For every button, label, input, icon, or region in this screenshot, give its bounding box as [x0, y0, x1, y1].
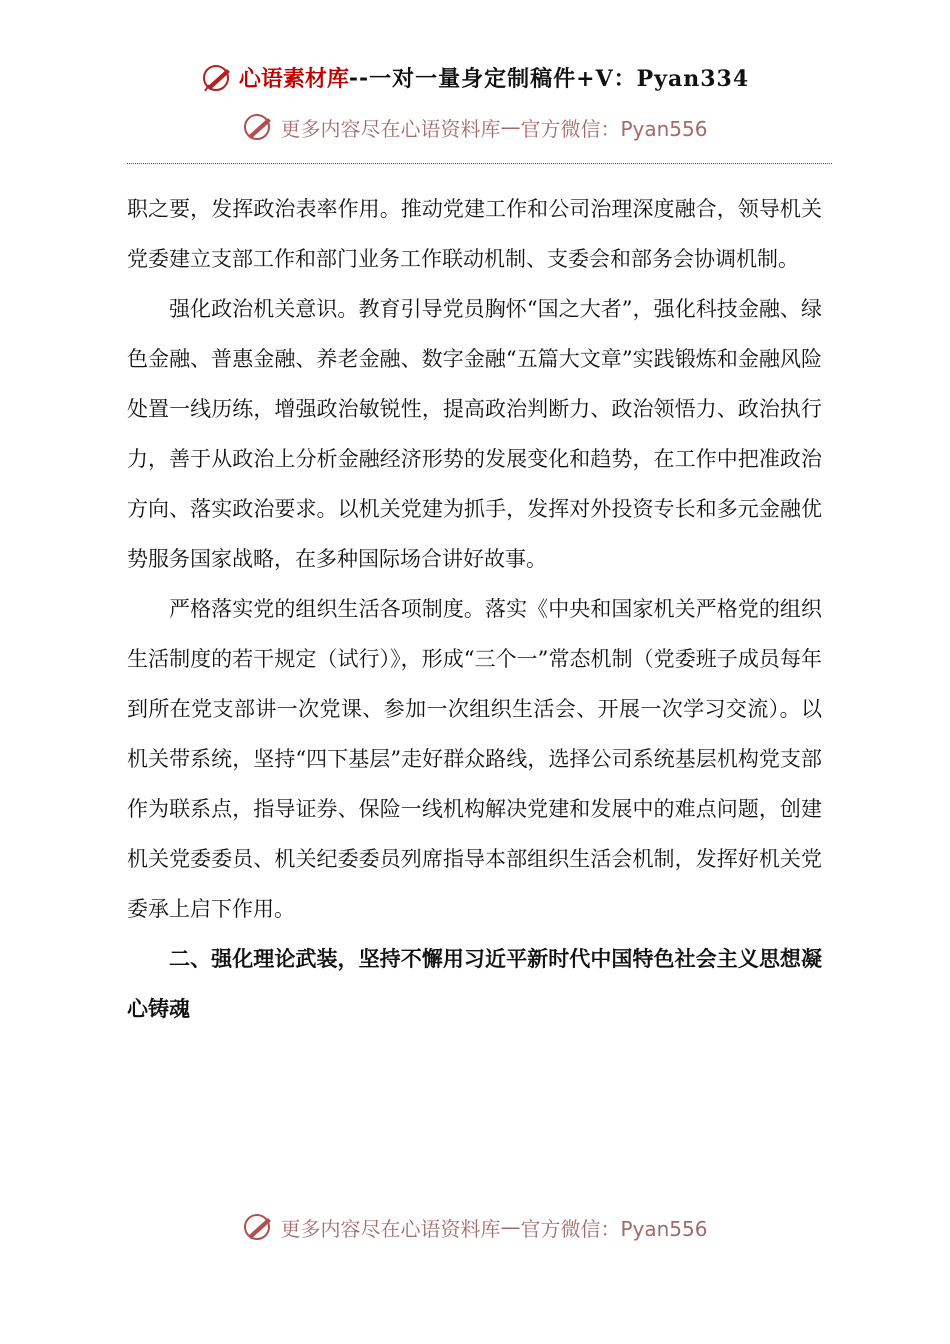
header-contact: +V：Pyan334 [576, 66, 750, 92]
footer-watermark-text: 更多内容尽在心语资料库 [280, 1216, 501, 1241]
watermark-official: 官方微信：Pyan556 [520, 116, 708, 141]
paragraph-1: 职之要，发挥政治表率作用。推动党建工作和公司治理深度融合，领导机关党委建立支部工作和部门业务工作联动机制、支委会和部务会协调机制。 [127, 197, 822, 271]
top-watermark [0, 112, 950, 142]
page-header [0, 62, 950, 93]
footer-watermark-dash: — [500, 1215, 521, 1239]
bottom-watermark [0, 1212, 950, 1242]
document-body [127, 184, 822, 1034]
watermark-dash: — [500, 115, 521, 139]
header-tagline: 一对一量身定制稿件 [369, 66, 577, 92]
section-heading: 二、强化理论武装，坚持不懈用习近平新时代中国特色社会主义思想凝心铸魂 [127, 947, 822, 1021]
pen-logo-icon [201, 63, 235, 93]
footer-watermark-logo-icon [242, 1212, 276, 1242]
header-divider [127, 163, 832, 164]
paragraph-3: 严格落实党的组织生活各项制度。落实《中央和国家机关严格党的组织生活制度的若干规定（试行）》，形成“三个一”常态机制（党委班子成员每年到所在党支部讲一次党课、参加一次组织生活会、开展一次学习交流）。以机关带系统，坚持“四下基层”走好群众路线，选择公司系统基层机构党支部作为联系点，指导证券、保险一线机构解决党建和发展中的难点问题，创建机关党委委员、机关纪委委员列席指导本部组织生活会机制，发挥好机关党委承上启下作用。 [127, 597, 822, 921]
paragraph-2: 强化政治机关意识。教育引导党员胸怀“国之大者”，强化科技金融、绿色金融、普惠金融、养老金融、数字金融“五篇大文章”实践锻炼和金融风险处置一线历练，增强政治敏锐性，提高政治判断力、政治领悟力、政治执行力，善于从政治上分析金融经济形势的发展变化和趋势，在工作中把准政治方向、落实政治要求。以机关党建为抓手，发挥对外投资专长和多元金融优势服务国家战略，在多种国际场合讲好故事。 [127, 297, 822, 571]
watermark-logo-icon [242, 112, 276, 142]
watermark-text: 更多内容尽在心语资料库 [280, 116, 501, 141]
brand-name: 心语素材库 [238, 66, 349, 92]
header-separator: -- [348, 64, 370, 91]
footer-watermark-official: 官方微信：Pyan556 [520, 1216, 708, 1241]
